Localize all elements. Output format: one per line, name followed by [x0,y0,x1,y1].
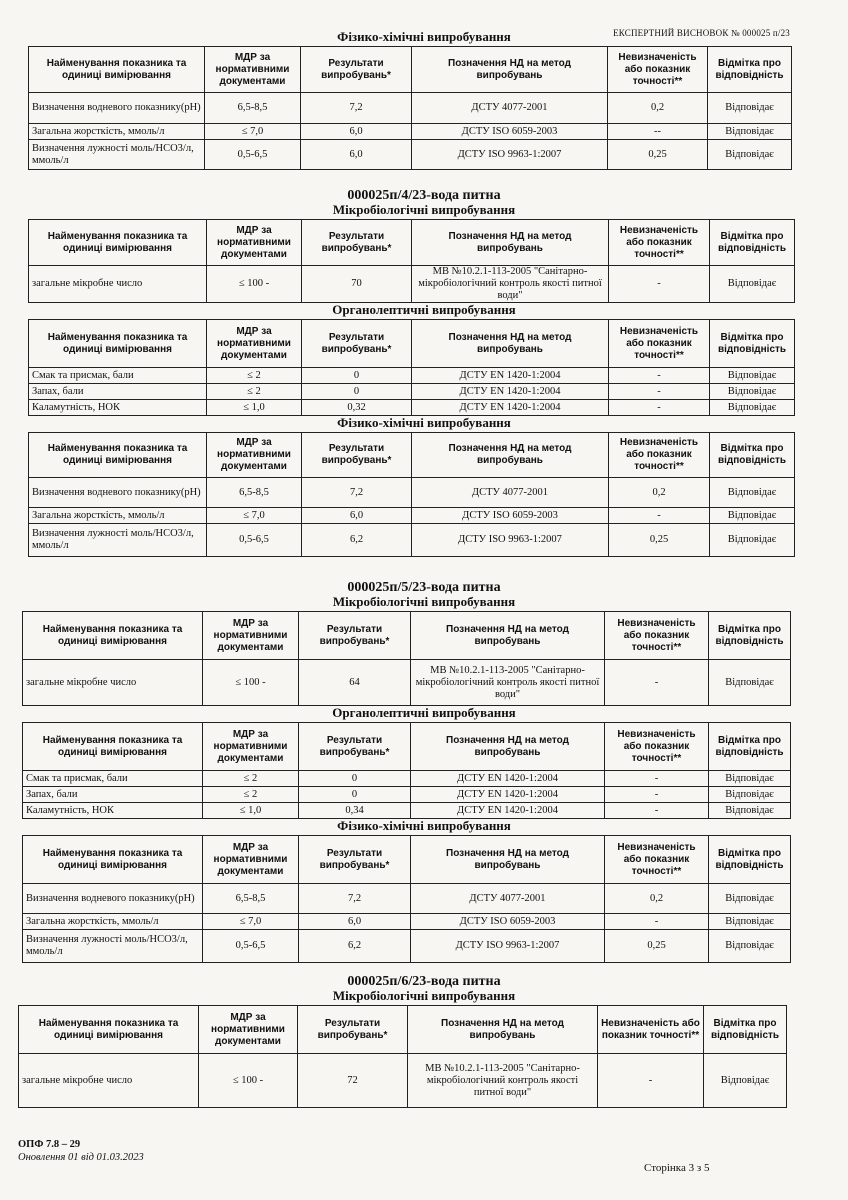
cell-result: 7,2 [302,478,412,508]
cell-method: ДСТУ ISO 9963-1:2007 [412,524,609,557]
cell-result: 7,2 [301,93,412,124]
cell-conformity: Відповідає [709,884,791,914]
column-header-mdr: МДР за нормативними документами [203,836,299,884]
cell-name: Загальна жорсткість, ммоль/л [23,914,203,930]
table-row [19,1054,787,1108]
column-header-name: Найменування показника та одиниці вимірювання [23,836,203,884]
header-row [29,47,792,93]
cell-result: 6,0 [301,140,412,170]
cell-uncertainty: - [605,787,709,803]
table-row [29,508,795,524]
cell-conformity: Відповідає [710,524,795,557]
cell-result: 70 [302,266,412,303]
table-row [29,124,792,140]
cell-mdr: 0,5-6,5 [203,930,299,963]
cell-conformity: Відповідає [709,787,791,803]
column-header-mdr: МДР за нормативними документами [203,723,299,771]
section-title: Органолептичні випробування [332,302,516,317]
cell-method: ДСТУ EN 1420-1:2004 [411,787,605,803]
cell-uncertainty: - [609,384,710,400]
cell-conformity: Відповідає [709,771,791,787]
results-table [22,835,791,963]
header-row [23,723,791,771]
cell-result: 64 [299,660,411,706]
results-table [28,319,795,416]
cell-name: Загальна жорсткість, ммоль/л [29,508,207,524]
cell-conformity: Відповідає [710,384,795,400]
page-number: Сторінка 3 з 5 [644,1162,710,1174]
column-header-name: Найменування показника та одиниці вимірювання [19,1006,199,1054]
cell-conformity: Відповідає [704,1054,787,1108]
cell-conformity: Відповідає [709,930,791,963]
section-title: Фізико-хімічні випробування [337,818,511,833]
cell-method: ДСТУ EN 1420-1:2004 [412,368,609,384]
cell-uncertainty: -- [608,124,708,140]
results-table [22,611,791,706]
cell-uncertainty: 0,2 [609,478,710,508]
column-header-uncertainty: Невизначеність або показник точності** [605,836,709,884]
cell-uncertainty: 0,2 [605,884,709,914]
sample-title: 000025п/5/23-вода питна [347,580,501,595]
cell-conformity: Відповідає [709,914,791,930]
cell-method: ДСТУ ISO 6059-2003 [412,124,608,140]
column-header-conformity: Відмітка про відповідність [710,433,795,478]
header-row [23,612,791,660]
cell-name: Смак та присмак, бали [29,368,207,384]
table-row [29,384,795,400]
cell-name: Каламутність, НОК [23,803,203,819]
cell-conformity: Відповідає [710,400,795,416]
cell-mdr: ≤ 100 - [199,1054,298,1108]
cell-uncertainty: - [598,1054,704,1108]
column-header-method: Позначення НД на метод випробувань [412,220,609,266]
cell-name: загальне мікробне число [19,1054,199,1108]
cell-name: Визначення лужності моль/НСО3/л, ммоль/л [23,930,203,963]
column-header-mdr: МДР за нормативними документами [199,1006,298,1054]
update-info: Оновлення 01 від 01.03.2023 [18,1152,144,1163]
results-table [28,46,792,170]
column-header-conformity: Відмітка про відповідність [710,220,795,266]
column-header-method: Позначення НД на метод випробувань [411,836,605,884]
cell-method: ДСТУ 4077-2001 [412,478,609,508]
cell-uncertainty: - [609,400,710,416]
cell-result: 7,2 [299,884,411,914]
column-header-mdr: МДР за нормативними документами [207,433,302,478]
cell-method: ДСТУ EN 1420-1:2004 [411,771,605,787]
column-header-name: Найменування показника та одиниці вимірювання [23,612,203,660]
cell-result: 0,32 [302,400,412,416]
sample-block [0,974,848,1108]
cell-uncertainty: - [605,914,709,930]
cell-mdr: 0,5-6,5 [205,140,301,170]
column-header-conformity: Відмітка про відповідність [710,320,795,368]
cell-result: 6,2 [299,930,411,963]
cell-name: Запах, бали [23,787,203,803]
cell-method: ДСТУ EN 1420-1:2004 [412,384,609,400]
sample-title: 000025п/4/23-вода питна [347,188,501,203]
column-header-result: Результати випробувань* [299,612,411,660]
column-header-uncertainty: Невизначеність або показник точності** [605,723,709,771]
column-header-name: Найменування показника та одиниці вимірювання [29,47,205,93]
cell-mdr: ≤ 2 [207,368,302,384]
header-row [19,1006,787,1054]
cell-uncertainty: - [609,508,710,524]
cell-uncertainty: 0,25 [609,524,710,557]
table-row [29,400,795,416]
cell-uncertainty: - [609,266,710,303]
column-header-result: Результати випробувань* [302,220,412,266]
cell-conformity: Відповідає [710,266,795,303]
cell-mdr: 6,5-8,5 [203,884,299,914]
cell-mdr: ≤ 100 - [203,660,299,706]
table-row [29,524,795,557]
column-header-uncertainty: Невизначеність або показник точності** [609,433,710,478]
column-header-result: Результати випробувань* [302,433,412,478]
cell-method: ДСТУ 4077-2001 [411,884,605,914]
cell-mdr: ≤ 2 [203,787,299,803]
cell-name: загальне мікробне число [29,266,207,303]
column-header-method: Позначення НД на метод випробувань [412,320,609,368]
sample-title: 000025п/6/23-вода питна [347,974,501,989]
cell-mdr: ≤ 7,0 [207,508,302,524]
table-row [29,478,795,508]
column-header-conformity: Відмітка про відповідність [709,723,791,771]
header-row [29,320,795,368]
cell-name: Запах, бали [29,384,207,400]
section-title: Мікробіологічні випробування [332,988,516,1003]
sample-block [0,188,848,557]
cell-mdr: ≤ 7,0 [203,914,299,930]
cell-method: ДСТУ ISO 9963-1:2007 [412,140,608,170]
table-row [23,660,791,706]
cell-mdr: 0,5-6,5 [207,524,302,557]
header-row [29,220,795,266]
cell-mdr: ≤ 1,0 [203,803,299,819]
cell-method: МВ №10.2.1-113-2005 "Санітарно-мікробіологічний контроль якості питної води" [408,1054,598,1108]
cell-result: 6,0 [299,914,411,930]
table-row [23,787,791,803]
results-table [28,219,795,303]
cell-name: Загальна жорсткість, ммоль/л [29,124,205,140]
column-header-conformity: Відмітка про відповідність [708,47,792,93]
cell-name: Визначення лужності моль/НСО3/л, ммоль/л [29,524,207,557]
cell-uncertainty: - [605,771,709,787]
column-header-uncertainty: Невизначеність або показник точності** [598,1006,704,1054]
column-header-mdr: МДР за нормативними документами [207,220,302,266]
column-header-method: Позначення НД на метод випробувань [411,612,605,660]
column-header-name: Найменування показника та одиниці вимірювання [29,433,207,478]
form-code: ОПФ 7.8 – 29 [18,1139,81,1150]
column-header-uncertainty: Невизначеність або показник точності** [609,220,710,266]
table-row [29,140,792,170]
cell-name: Визначення лужності моль/НСО3/л, ммоль/л [29,140,205,170]
table-row [23,771,791,787]
cell-conformity: Відповідає [708,140,792,170]
cell-conformity: Відповідає [710,508,795,524]
column-header-uncertainty: Невизначеність або показник точності** [608,47,708,93]
cell-uncertainty: 0,2 [608,93,708,124]
section-title: Фізико-хімічні випробування [337,29,511,44]
cell-name: Визначення водневого показнику(рН) [29,93,205,124]
cell-result: 6,0 [302,508,412,524]
cell-method: ДСТУ ISO 9963-1:2007 [411,930,605,963]
column-header-uncertainty: Невизначеність або показник точності** [605,612,709,660]
table-row [23,930,791,963]
cell-conformity: Відповідає [710,478,795,508]
cell-result: 0 [302,384,412,400]
report-header: ЕКСПЕРТНИЙ ВИСНОВОК № 000025 п/23 [613,28,790,38]
cell-mdr: ≤ 7,0 [205,124,301,140]
cell-conformity: Відповідає [709,803,791,819]
footer-form-info [18,1138,144,1164]
section-title: Мікробіологічні випробування [332,202,516,217]
cell-conformity: Відповідає [708,124,792,140]
header-row [23,836,791,884]
column-header-result: Результати випробувань* [298,1006,408,1054]
column-header-method: Позначення НД на метод випробувань [412,433,609,478]
column-header-mdr: МДР за нормативними документами [207,320,302,368]
sample-block [0,30,848,170]
cell-name: загальне мікробне число [23,660,203,706]
column-header-conformity: Відмітка про відповідність [709,836,791,884]
table-row [23,884,791,914]
cell-result: 72 [298,1054,408,1108]
cell-mdr: ≤ 2 [207,384,302,400]
cell-mdr: ≤ 100 - [207,266,302,303]
cell-method: ДСТУ 4077-2001 [412,93,608,124]
cell-method: ДСТУ EN 1420-1:2004 [412,400,609,416]
column-header-result: Результати випробувань* [299,836,411,884]
cell-result: 6,0 [301,124,412,140]
cell-mdr: 6,5-8,5 [207,478,302,508]
cell-method: ДСТУ EN 1420-1:2004 [411,803,605,819]
results-table [28,432,795,557]
cell-result: 0,34 [299,803,411,819]
column-header-method: Позначення НД на метод випробувань [411,723,605,771]
column-header-result: Результати випробувань* [301,47,412,93]
section-title: Фізико-хімічні випробування [337,415,511,430]
cell-conformity: Відповідає [710,368,795,384]
table-row [23,914,791,930]
cell-uncertainty: - [609,368,710,384]
column-header-conformity: Відмітка про відповідність [709,612,791,660]
table-row [29,266,795,303]
results-table [22,722,791,819]
column-header-method: Позначення НД на метод випробувань [408,1006,598,1054]
table-row [23,803,791,819]
column-header-result: Результати випробувань* [299,723,411,771]
sample-block [0,580,848,963]
cell-name: Визначення водневого показнику(рН) [29,478,207,508]
results-table [18,1005,787,1108]
cell-uncertainty: 0,25 [605,930,709,963]
cell-name: Смак та присмак, бали [23,771,203,787]
cell-method: МВ №10.2.1-113-2005 "Санітарно-мікробіологічний контроль якості питної води" [411,660,605,706]
column-header-name: Найменування показника та одиниці вимірювання [29,320,207,368]
column-header-name: Найменування показника та одиниці вимірювання [23,723,203,771]
cell-result: 0 [299,787,411,803]
column-header-name: Найменування показника та одиниці вимірювання [29,220,207,266]
column-header-conformity: Відмітка про відповідність [704,1006,787,1054]
table-row [29,93,792,124]
section-title: Мікробіологічні випробування [332,594,516,609]
cell-method: МВ №10.2.1-113-2005 "Санітарно-мікробіологічний контроль якості питної води" [412,266,609,303]
cell-name: Визначення водневого показнику(рН) [23,884,203,914]
cell-uncertainty: 0,25 [608,140,708,170]
section-title: Органолептичні випробування [332,705,516,720]
header-row [29,433,795,478]
column-header-mdr: МДР за нормативними документами [205,47,301,93]
cell-mdr: ≤ 2 [203,771,299,787]
cell-mdr: 6,5-8,5 [205,93,301,124]
cell-result: 0 [299,771,411,787]
cell-conformity: Відповідає [708,93,792,124]
cell-result: 6,2 [302,524,412,557]
table-row [29,368,795,384]
cell-uncertainty: - [605,660,709,706]
cell-method: ДСТУ ISO 6059-2003 [412,508,609,524]
column-header-result: Результати випробувань* [302,320,412,368]
cell-conformity: Відповідає [709,660,791,706]
cell-name: Каламутність, НОК [29,400,207,416]
cell-method: ДСТУ ISO 6059-2003 [411,914,605,930]
column-header-mdr: МДР за нормативними документами [203,612,299,660]
cell-result: 0 [302,368,412,384]
column-header-method: Позначення НД на метод випробувань [412,47,608,93]
column-header-uncertainty: Невизначеність або показник точності** [609,320,710,368]
cell-mdr: ≤ 1,0 [207,400,302,416]
cell-uncertainty: - [605,803,709,819]
